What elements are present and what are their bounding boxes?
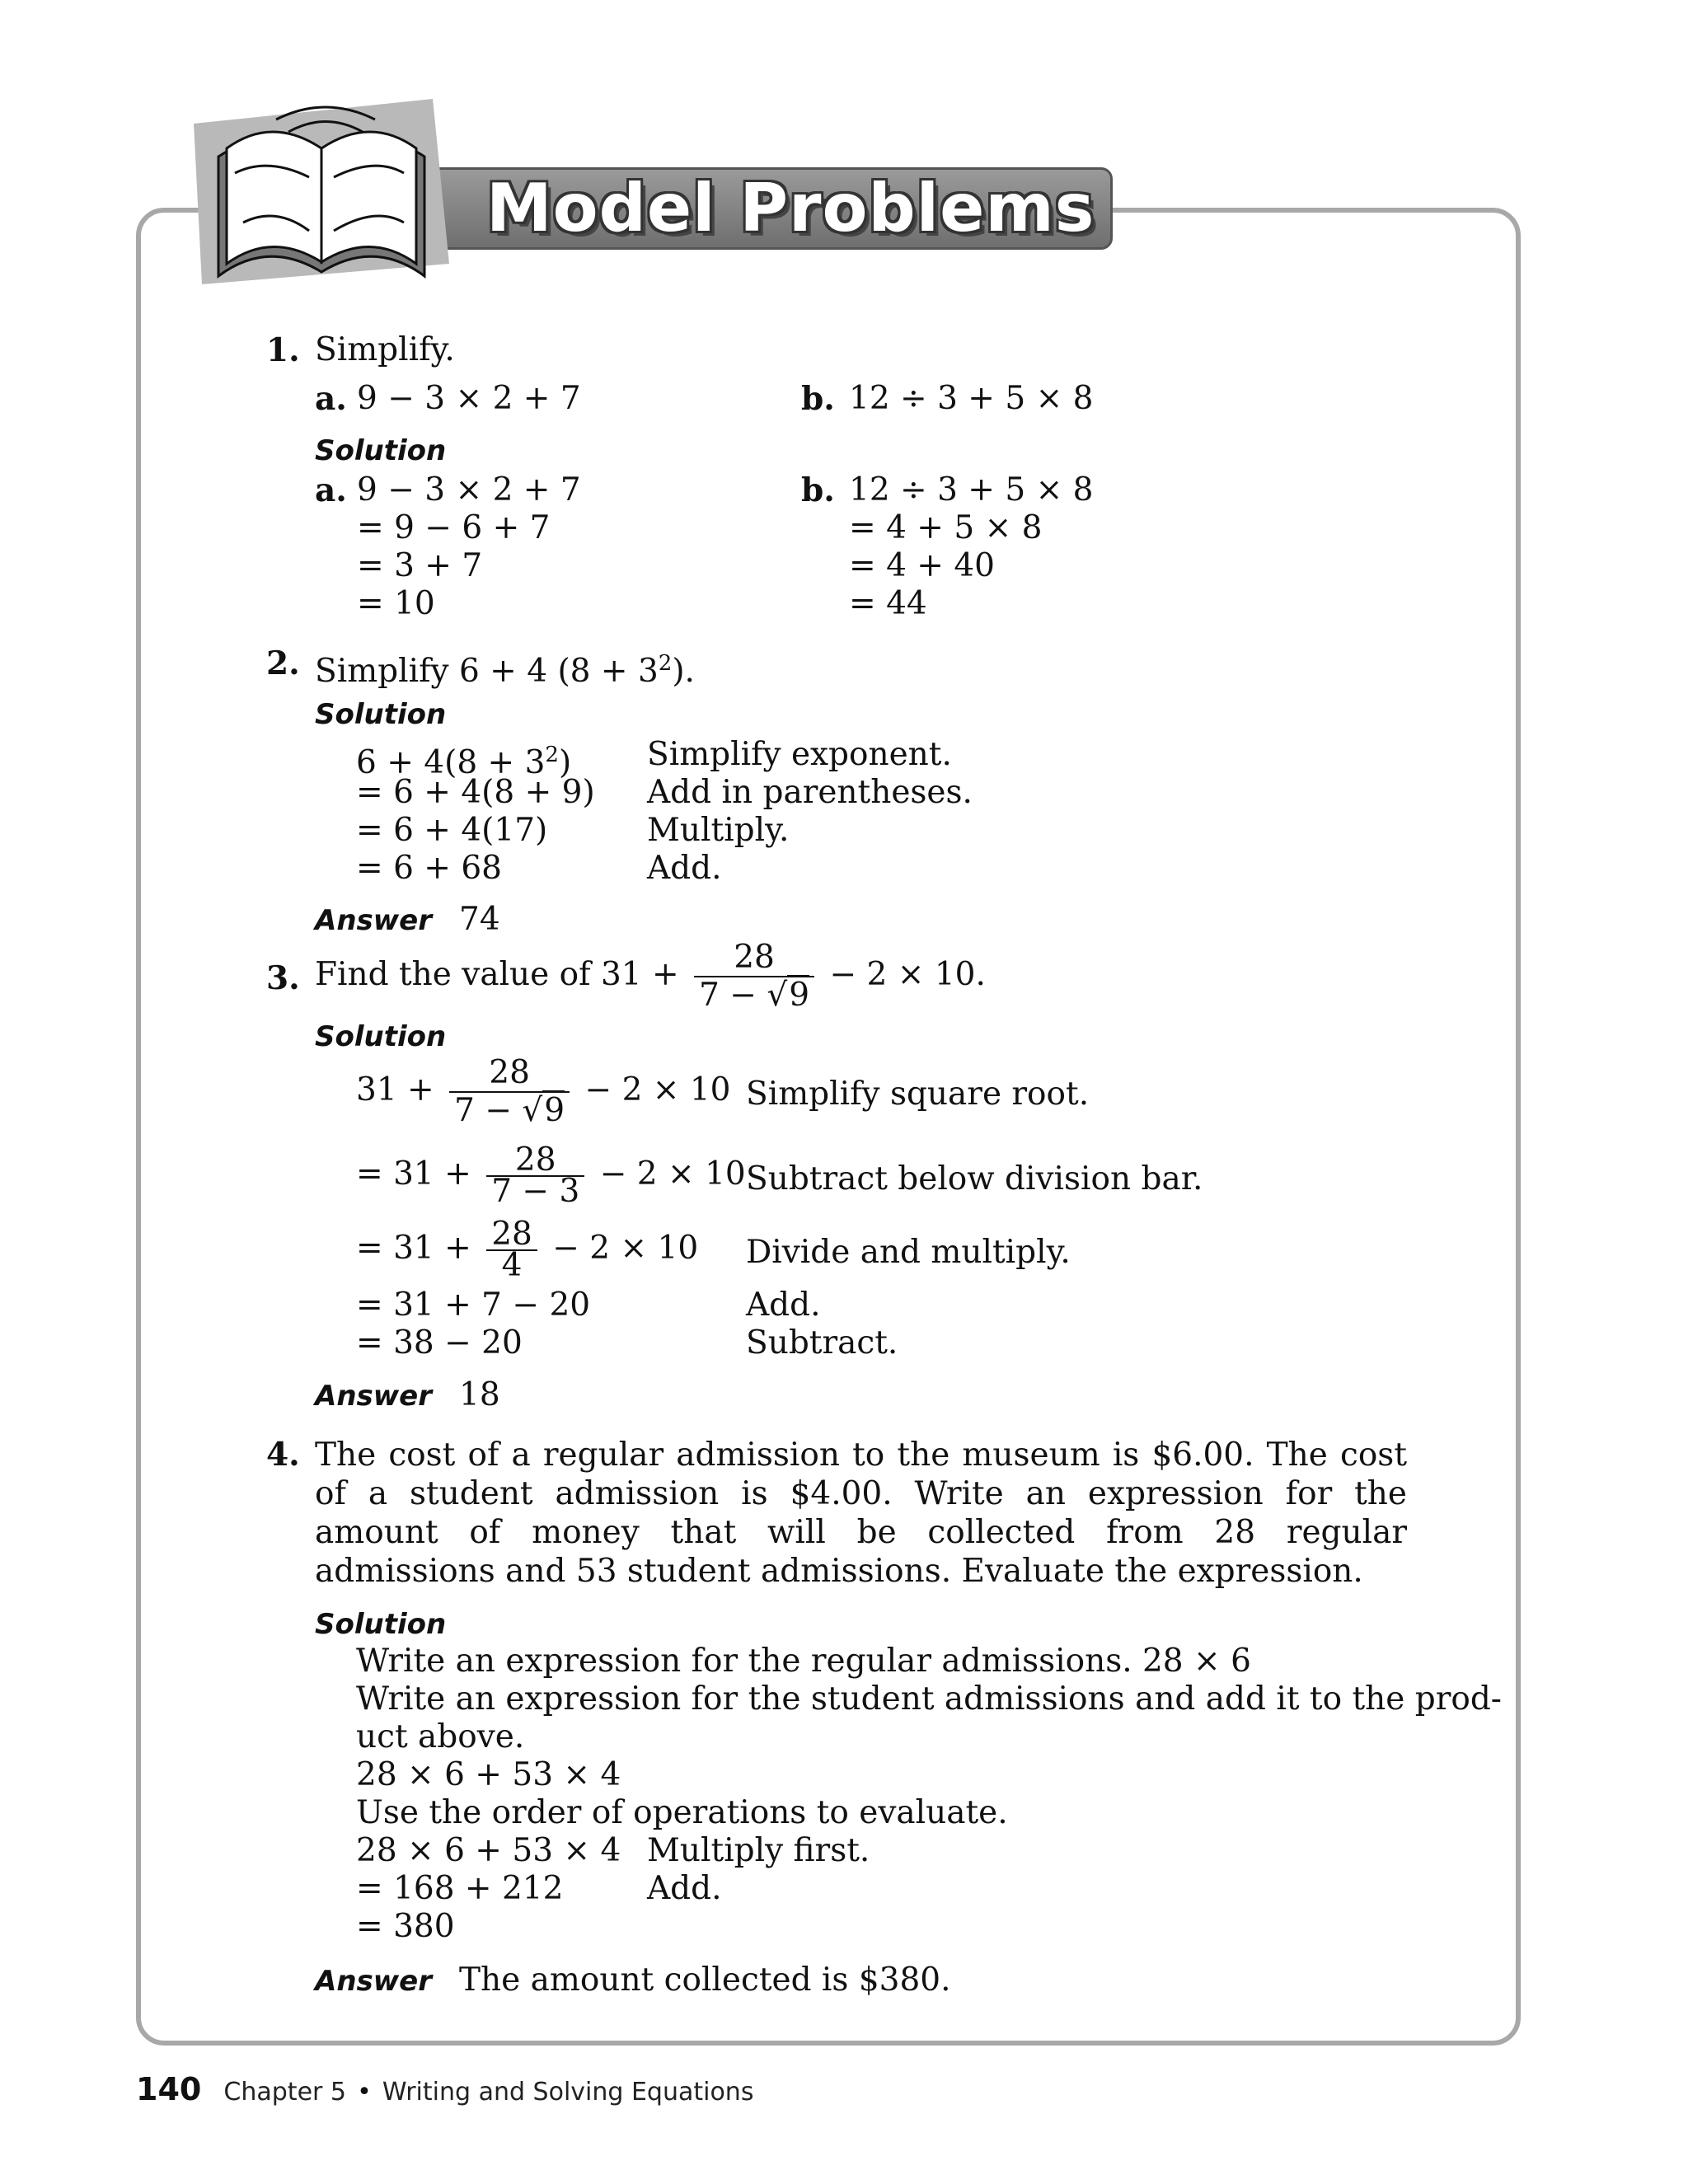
step-note: Add. [647, 1870, 722, 1907]
solution-step: = 380 [356, 1908, 455, 1945]
solution-step: = 44 [849, 585, 927, 622]
problem-1b-expression: 12 ÷ 3 + 5 × 8 [849, 380, 1094, 417]
solution-step: = 6 + 4(17) [356, 812, 548, 849]
solution-step: = 10 [357, 585, 435, 622]
problem-4-solution-label: Solution [315, 1608, 447, 1641]
problem-1a-label: a. [315, 380, 347, 418]
open-book-icon [185, 99, 457, 293]
solution-step: = 4 + 40 [849, 547, 995, 584]
problem-2-solution-label: Solution [315, 698, 447, 731]
solution-step: = 3 + 7 [357, 547, 483, 584]
solution-step: $6 + 4(8 + 3^2)$ [356, 743, 572, 781]
step-note: Divide and multiply. [746, 1234, 1071, 1271]
step-note: Simplify exponent. [647, 736, 952, 773]
problem-1a-expression: 9 − 3 × 2 + 7 [357, 380, 581, 417]
solution-step: = 6 + 4(8 + 9) [356, 774, 595, 811]
problem-3-number: 3. [266, 959, 300, 997]
problem-2-number: 2. [266, 644, 300, 682]
step-note: Subtract below division bar. [746, 1160, 1203, 1197]
step-note: Multiply. [647, 812, 790, 849]
solution-line: uct above. [356, 1718, 525, 1755]
problem-1b-solution-label: b. [801, 471, 835, 509]
solution-step: 31 + $\frac{28}{7 - √9}$ − 2 × 10 [356, 1054, 731, 1129]
problem-1-prompt: Simplify. [315, 331, 455, 368]
step-note: Simplify square root. [746, 1076, 1090, 1113]
problem-3-solution-label: Solution [315, 1020, 447, 1053]
step-note: Add. [746, 1286, 821, 1324]
problem-3-prompt: Find the value of 31 + $\frac{28}{7 - √9}$ − 2 × 10. [315, 939, 986, 1014]
problem-2-answer-label: Answer [315, 904, 432, 937]
footer-bullet: • [357, 2078, 372, 2107]
solution-step: = 9 − 6 + 7 [357, 509, 551, 546]
solution-step: 12 ÷ 3 + 5 × 8 [849, 471, 1094, 509]
page-title: Model Problems [486, 170, 1095, 246]
step-note: Subtract. [746, 1324, 898, 1361]
solution-step: = 31 + 7 − 20 [356, 1286, 591, 1324]
step-note: Add. [647, 850, 722, 887]
solution-line: Use the order of operations to evaluate. [356, 1794, 1008, 1831]
solution-step: = 31 + $\frac{28}{4}$ − 2 × 10 [356, 1216, 699, 1284]
problem-4-answer-label: Answer [315, 1965, 432, 1998]
problem-3-answer: 18 [459, 1376, 500, 1413]
solution-step: 9 − 3 × 2 + 7 [357, 471, 581, 509]
problem-1b-label: b. [801, 380, 835, 418]
problem-1-solution-label: Solution [315, 434, 447, 467]
page-number: 140 [136, 2071, 202, 2107]
problem-4-answer: The amount collected is $380. [459, 1961, 951, 1999]
solution-step: = 38 − 20 [356, 1324, 523, 1361]
problem-1-number: 1. [266, 331, 300, 369]
step-note: Add in parentheses. [647, 774, 973, 811]
solution-line: Write an expression for the regular admissions. 28 × 6 [356, 1643, 1251, 1680]
solution-step: 28 × 6 + 53 × 4 [356, 1832, 621, 1869]
chapter-label: Chapter 5 [223, 2078, 346, 2107]
solution-step: = 168 + 212 [356, 1870, 564, 1907]
step-note: Multiply first. [647, 1832, 870, 1869]
chapter-title: Writing and Solving Equations [382, 2078, 754, 2107]
problem-4-prompt: The cost of a regular admission to the museum is $6.00. The cost of a student admission is $4.00. Write an expression for the amount of money that will be collected from 28 regular admissions and 53 student admissions. Evaluate the expression. [315, 1436, 1407, 1590]
problem-2-answer: 74 [459, 901, 500, 938]
problem-4-number: 4. [266, 1436, 300, 1474]
solution-step: = 31 + $\frac{28}{7 - 3}$ − 2 × 10 [356, 1141, 746, 1210]
problem-3-answer-label: Answer [315, 1380, 432, 1413]
problem-1a-solution-label: a. [315, 471, 347, 509]
problem-2-prompt: Simplify 6 + 4 $(8 + 3^2)$. [315, 651, 695, 690]
solution-line: 28 × 6 + 53 × 4 [356, 1756, 621, 1793]
page-footer [136, 2071, 753, 2107]
solution-line: Write an expression for the student admissions and add it to the prod- [356, 1680, 1502, 1718]
solution-step: = 6 + 68 [356, 850, 502, 887]
solution-step: = 4 + 5 × 8 [849, 509, 1043, 546]
